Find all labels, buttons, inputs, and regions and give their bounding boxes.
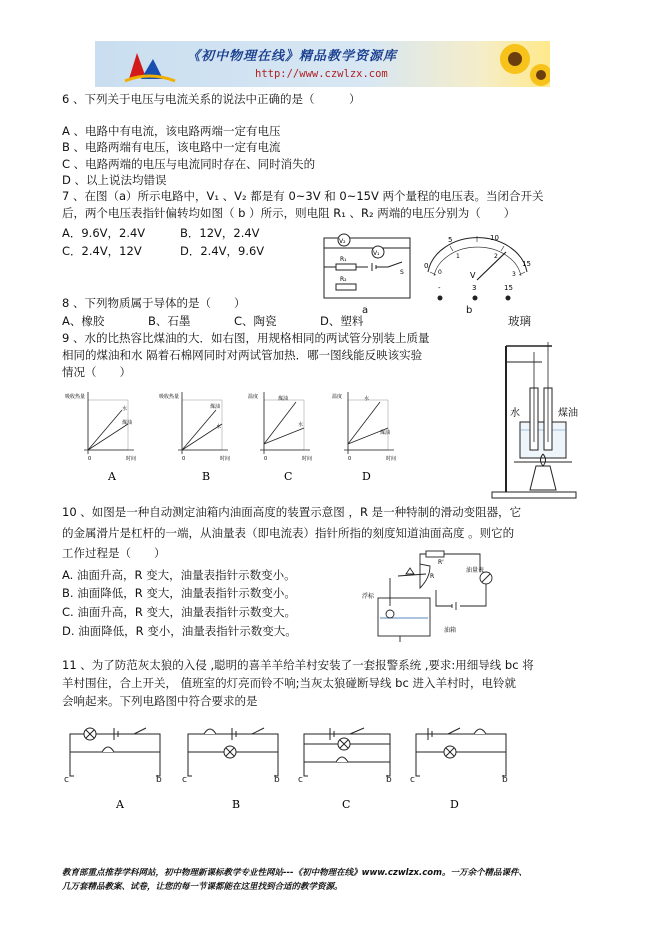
- q11-letter-a: A: [116, 798, 124, 811]
- q9-graph-d: [332, 392, 396, 462]
- resistor-r1-icon: [336, 264, 356, 270]
- svg-text:吸收热量: 吸收热量: [65, 394, 86, 400]
- q10-line-1: 10 、如图是一种自动测定油箱内油面高度的装置示意图 ，R 是一种特制的滑动变阻器，它: [62, 505, 522, 519]
- apparatus-oil-label: 煤油: [558, 408, 578, 419]
- svg-text:c: c: [182, 775, 187, 785]
- scale-top-15: 15: [522, 260, 531, 268]
- q11-circuit-b: [182, 728, 280, 785]
- svg-text:吸收热量: 吸收热量: [159, 394, 180, 400]
- q8-option-a: A、橡胶: [62, 314, 105, 328]
- svg-text:水: 水: [216, 424, 222, 430]
- q7-stem-1: 7 、在图（a）所示电路中，V₁ 、V₂ 都是有 0~3V 和 0~15V 两个量程的电压表。当闭合开关: [62, 189, 544, 203]
- q8-option-b: B、石墨: [148, 314, 191, 328]
- diagram-r-label: R: [430, 573, 435, 580]
- svg-text:0: 0: [88, 456, 92, 462]
- q8-option-c: C、陶瓷: [234, 314, 277, 328]
- switch-label: S: [400, 269, 404, 276]
- q9-letter-c: C: [284, 470, 293, 483]
- q11-circuit-a: [64, 728, 162, 785]
- svg-text:煤油: 煤油: [210, 404, 221, 410]
- r2-label: R₂: [340, 276, 347, 283]
- r1-label: R₁: [340, 256, 347, 263]
- q11-letter-b: B: [232, 798, 241, 811]
- q7-option-b: B．12V，2.4V: [180, 226, 260, 240]
- q8-stem: 8 、下列物质属于导体的是（ ）: [62, 296, 246, 310]
- q7-circuit-diagram: [318, 230, 418, 302]
- q6-option-a: A 、电路中有电流，该电路两端一定有电压: [62, 124, 281, 138]
- v1-label: V₁: [373, 250, 380, 257]
- svg-text:c: c: [410, 775, 415, 785]
- svg-text:水: 水: [364, 396, 370, 402]
- q11-circuit-d: [410, 728, 508, 785]
- q9-letter-b: B: [202, 470, 211, 483]
- q7-voltmeter-dial: [420, 232, 535, 304]
- q7-fig-b-label: b: [466, 305, 473, 316]
- svg-text:b: b: [274, 775, 280, 785]
- svg-text:b: b: [156, 775, 162, 785]
- q11-letter-d: D: [450, 798, 459, 811]
- svg-text:0: 0: [264, 456, 268, 462]
- scale-bottom-1: 1: [456, 253, 460, 260]
- q7-fig-a-label: a: [362, 305, 369, 316]
- svg-text:煤油: 煤油: [122, 420, 133, 426]
- svg-text:b: b: [386, 775, 392, 785]
- svg-text:煤油: 煤油: [278, 396, 289, 402]
- footer-line-2: 几万套精品教案、试卷，让您的每一节课都能在这里找到合适的教学资源。: [62, 882, 343, 892]
- svg-text:b: b: [502, 775, 508, 785]
- scale-top-0: 0: [424, 262, 429, 270]
- q9-graph-b: [159, 392, 230, 462]
- apparatus-water-label: 水: [510, 408, 520, 419]
- resistor-r2-icon: [336, 284, 356, 290]
- svg-text:煤油: 煤油: [380, 430, 391, 436]
- q9-line-2: 相同的煤油和水 隔着石棉网同时对两试管加热．哪一图线能反映该实验: [62, 348, 423, 362]
- q8-option-extra: 玻璃: [508, 314, 531, 328]
- svg-text:温度: 温度: [248, 394, 259, 400]
- footer-line-1: 教育部重点推荐学科网站，初中物理新课标教学专业性网站---《初中物理在线》www.czwlzx.com。一万余个精品课件、: [62, 868, 527, 878]
- q9-line-1: 9 、水的比热容比煤油的大．如右图，用规格相同的两试管分别装上质量: [62, 331, 430, 345]
- svg-text:0: 0: [348, 456, 352, 462]
- q6-option-b: B 、电路两端有电压，该电路中一定有电流: [62, 140, 281, 154]
- q10-line-3: 工作过程是（ ）: [62, 546, 166, 560]
- q6-option-c: C 、电路两端的电压与电流同时存在、同时消失的: [62, 157, 316, 171]
- q7-option-d: D．2.4V，9.6V: [180, 244, 265, 258]
- q6-option-d: D 、以上说法均错误: [62, 173, 167, 187]
- q7-option-a: A．9.6V，2.4V: [62, 226, 146, 240]
- banner-title: 《初中物理在线》精品教学资源库: [187, 49, 398, 64]
- q11-line-2: 羊村围住，合上开关， 值班室的灯亮而铃不响;当灰太狼碰断导线 bc 进入羊村时，电铃就: [62, 676, 516, 690]
- terminal-15: 15: [504, 284, 513, 292]
- diagram-tank-label: 油箱: [444, 627, 457, 634]
- v2-label: V₂: [339, 238, 346, 245]
- q9-heating-apparatus: [486, 332, 582, 502]
- q11-line-3: 会响起来。下列电路图中符合要求的是: [62, 694, 258, 708]
- svg-text:c: c: [298, 775, 303, 785]
- meter-unit: V: [470, 271, 476, 280]
- svg-text:时间: 时间: [220, 456, 231, 462]
- q11-line-1: 11 、为了防范灰太狼的入侵 ,聪明的喜羊羊给羊村安装了一套报警系统 ,要求:用细导线 bc 将: [62, 658, 534, 672]
- q10-option-c: C. 油面升高，R 变大，油量表指针示数变大。: [62, 605, 296, 619]
- svg-text:水: 水: [298, 422, 304, 428]
- svg-text:温度: 温度: [332, 394, 343, 400]
- banner-url[interactable]: http://www.czwlzx.com: [255, 68, 388, 80]
- header-banner: [95, 41, 550, 87]
- q9-letter-d: D: [362, 470, 371, 483]
- svg-text:时间: 时间: [302, 456, 313, 462]
- svg-text:0: 0: [182, 456, 186, 462]
- diagram-meter-label: 油量表: [466, 567, 485, 574]
- q7-option-c: C．2.4V，12V: [62, 244, 142, 258]
- sunflower-icon: [493, 41, 550, 87]
- scale-top-5: 5: [448, 236, 453, 244]
- meter-needle: [477, 252, 506, 280]
- svg-text:时间: 时间: [386, 456, 397, 462]
- terminal-3: 3: [472, 284, 477, 292]
- q9-graphs: [62, 388, 402, 484]
- q9-graph-a: [65, 392, 136, 462]
- q9-letter-a: A: [108, 470, 116, 483]
- q10-line-2: 的金属滑片是杠杆的一端，从油量表（即电流表）指针所指的刻度知道油面高度 。则它的: [62, 526, 515, 540]
- terminal-minus: -: [438, 284, 441, 292]
- scale-bottom-0: 0: [438, 269, 442, 276]
- scale-bottom-3: 3: [512, 271, 516, 278]
- q6-stem: 6 、下列关于电压与电流关系的说法中正确的是（ ）: [62, 92, 361, 106]
- diagram-r-prime-label: R': [438, 559, 444, 566]
- q11-circuit-c: [298, 728, 392, 785]
- svg-text:水: 水: [122, 406, 128, 412]
- q10-option-a: A. 油面升高，R 变大，油量表指针示数变小。: [62, 568, 296, 582]
- svg-text:时间: 时间: [126, 456, 137, 462]
- q11-circuits: [60, 712, 530, 812]
- q9-line-3: 情况（ ）: [62, 365, 131, 379]
- svg-text:c: c: [64, 775, 69, 785]
- logo-icon: [119, 45, 179, 85]
- diagram-float-label: 浮标: [362, 593, 375, 600]
- q10-option-b: B. 油面降低，R 变大，油量表指针示数变小。: [62, 586, 296, 600]
- q10-oil-gauge-diagram: [360, 548, 506, 644]
- q7-stem-2: 后，两个电压表指针偏转均如图（ b ）所示，则电阻 R₁ 、R₂ 两端的电压分别为（ ）: [62, 206, 516, 220]
- scale-top-10: 10: [490, 234, 499, 242]
- scale-bottom-2: 2: [494, 253, 498, 260]
- q8-option-d: D、塑料: [320, 314, 364, 328]
- q9-graph-c: [248, 392, 312, 462]
- q10-option-d: D. 油面降低，R 变小，油量表指针示数变大。: [62, 624, 297, 638]
- q11-letter-c: C: [342, 798, 351, 811]
